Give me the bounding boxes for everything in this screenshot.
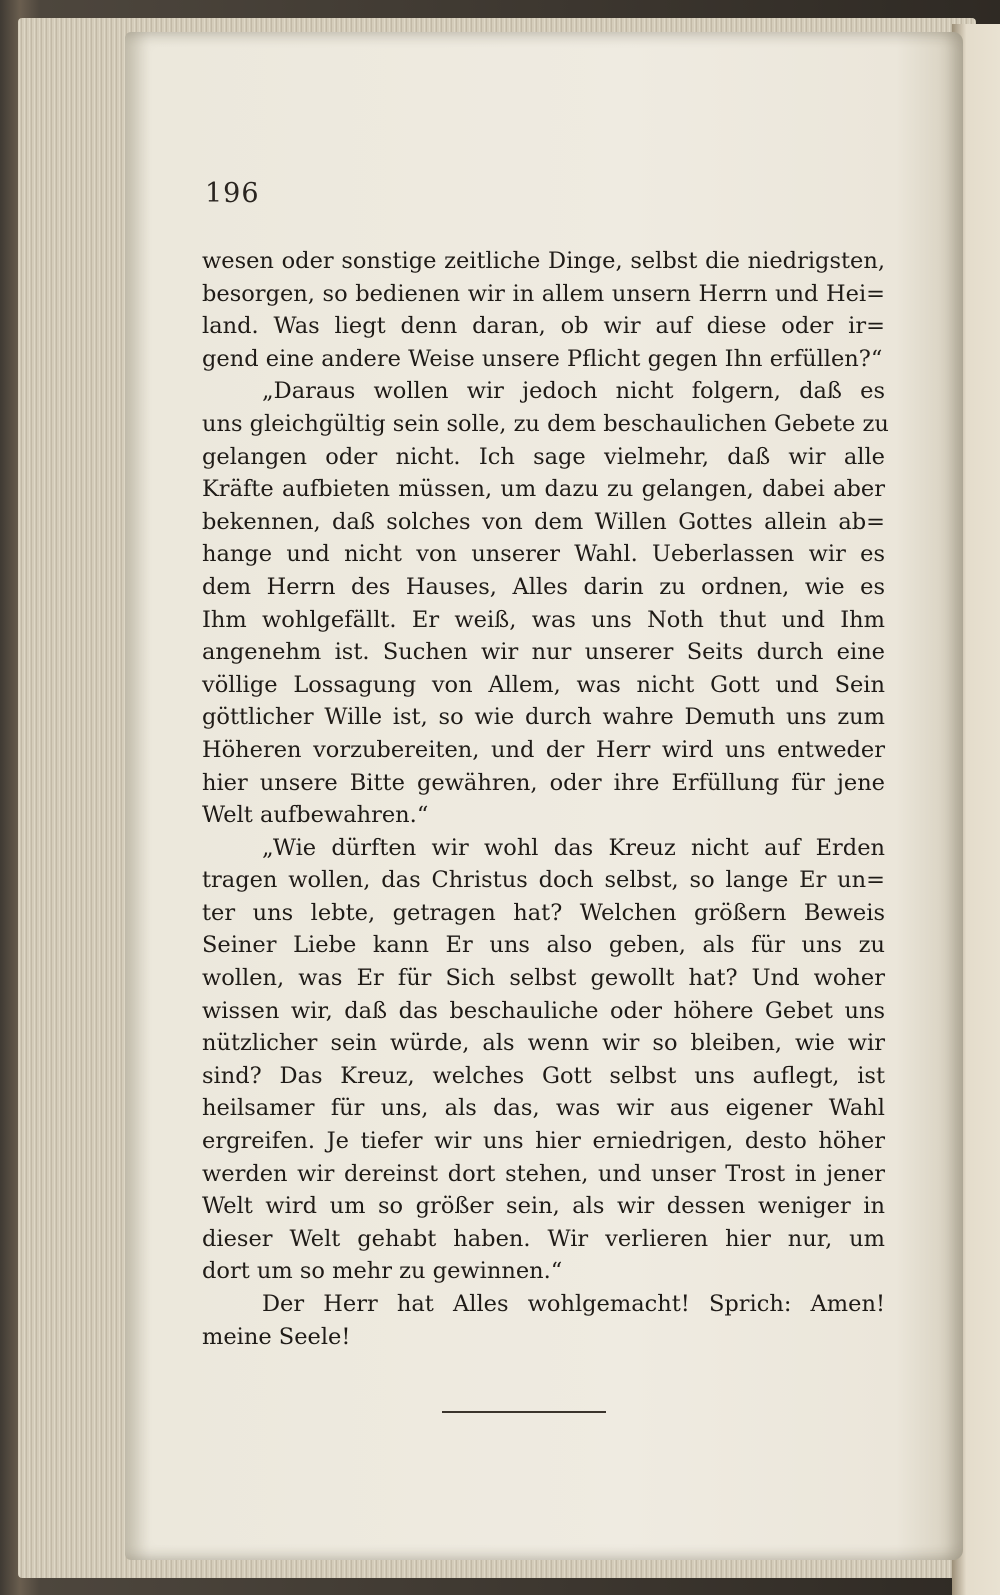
text-line: Kräfte aufbieten müssen, um dazu zu gelangen, dabei aber [202,476,885,503]
text-line: Seiner Liebe kann Er uns also geben, als für uns zu [202,932,885,959]
text-line: hier unsere Bitte gewähren, oder ihre Erfüllung für jene [202,769,885,796]
text-line: nützlicher sein würde, als wenn wir so bleiben, wie wir [202,1030,885,1057]
text-line: wesen oder sonstige zeitliche Dinge, selbst die niedrigsten, [202,248,885,274]
text-line: dem Herrn des Hauses, Alles darin zu ordnen, wie es [202,573,885,600]
body-text [202,245,889,1353]
text-line: land. Was liegt denn daran, ob wir auf diese oder ir= [202,313,885,340]
text-line: gend eine andere Weise unsere Pflicht gegen Ihn erfüllen?“ [202,345,883,372]
text-line: Ihm wohlgefällt. Er weiß, was uns Noth thut und Ihm [202,606,885,633]
text-line: angenehm ist. Suchen wir nur unserer Seits durch eine [202,639,885,666]
text-line: ter uns lebte, getragen hat? Welchen größern Beweis [202,899,885,926]
closing-rule [442,1411,606,1413]
text-line: dort um so mehr zu gewinnen.“ [202,1258,563,1285]
page-number: 196 [205,178,260,209]
text-line: werden wir dereinst dort stehen, und unser Trost in jener [202,1160,885,1187]
text-line: Der Herr hat Alles wohlgemacht! Sprich: Amen! [262,1291,885,1317]
text-line: gelangen oder nicht. Ich sage vielmehr, daß wir alle [202,443,885,470]
text-line: tragen wollen, das Christus doch selbst, so lange Er un= [202,867,885,894]
text-line: völlige Lossagung von Allem, was nicht Gott und Sein [202,671,885,698]
text-line: dieser Welt gehabt haben. Wir verlieren hier nur, um [202,1225,885,1252]
text-line: wollen, was Er für Sich selbst gewollt hat? Und woher [202,965,885,992]
text-line: uns gleichgültig sein solle, zu dem beschaulichen Gebete zu [202,410,889,437]
text-line: sind? Das Kreuz, welches Gott selbst uns auflegt, ist [202,1062,885,1089]
text-line: Welt wird um so größer sein, als wir dessen weniger in [202,1193,885,1220]
text-line: wissen wir, daß das beschauliche oder höhere Gebet uns [202,997,885,1024]
text-line: meine Seele! [202,1323,351,1350]
text-line: bekennen, daß solches von dem Willen Gottes allein ab= [202,508,885,535]
text-line: göttlicher Wille ist, so wie durch wahre Demuth uns zum [202,704,885,731]
text-line: hange und nicht von unserer Wahl. Ueberlassen wir es [202,541,885,568]
text-line: „Wie dürften wir wohl das Kreuz nicht auf Erden [262,834,885,861]
text-line: „Daraus wollen wir jedoch nicht folgern, daß es [262,378,885,405]
text-line: ergreifen. Je tiefer wir uns hier erniedrigen, desto höher [202,1128,885,1155]
text-line: heilsamer für uns, als das, was wir aus eigener Wahl [202,1095,885,1122]
text-line: Welt aufbewahren.“ [202,802,429,829]
text-line: besorgen, so bedienen wir in allem unsern Herrn und Hei= [202,280,885,307]
text-line: Höheren vorzubereiten, und der Herr wird uns entweder [202,736,885,763]
